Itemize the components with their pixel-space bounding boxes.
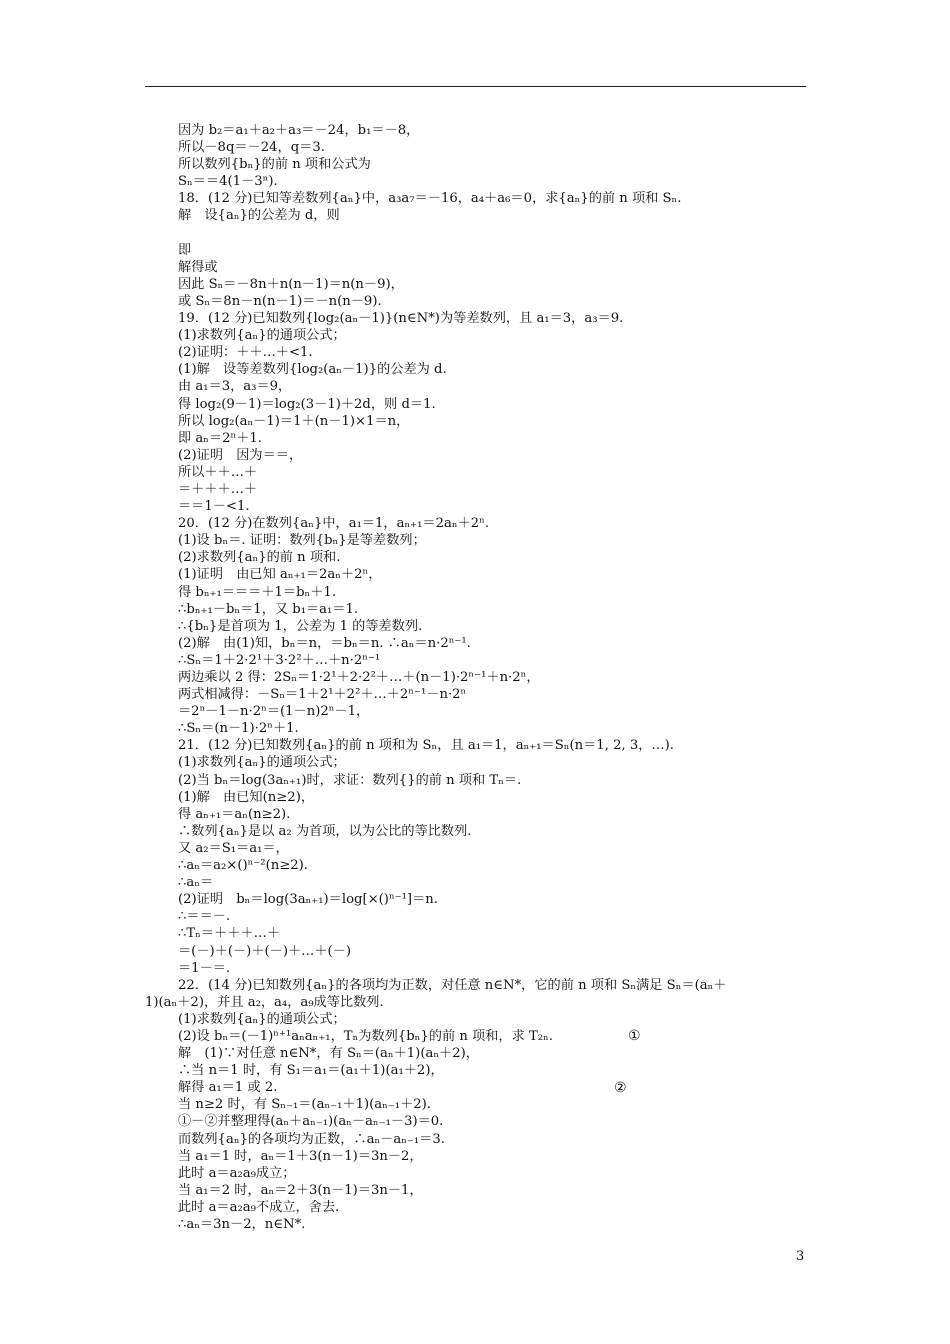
blank-line [145,225,825,242]
text-line: ＝＋＋＋…＋ [178,481,258,497]
equation-marker-2: ② [614,1080,627,1096]
text-line: (1)设 bₙ＝. 证明：数列{bₙ}是等差数列； [178,533,426,549]
text-line: (2)解 由(1)知，bₙ＝n，＝bₙ＝n. ∴aₙ＝n·2ⁿ⁻¹. [178,635,471,651]
solution-label: 解 设{aₙ}的公差为 d，则 [178,208,340,224]
text-line: 即 [178,242,192,258]
problem-20: 20．(12 分)在数列{aₙ}中，a₁＝1，aₙ₊₁＝2aₙ＋2ⁿ. [178,516,490,532]
text-line: 所以＋＋…＋ [178,464,258,480]
document-body [145,122,825,1233]
text-line: ∴＝＝－. [178,909,231,925]
text-line: (1)求数列{aₙ}的通项公式； [178,1011,346,1027]
page-number: 3 [796,1249,805,1264]
text-line: 得 bₙ₊₁＝＝＝＋1＝bₙ＋1. [178,584,337,600]
text-line: 或 Sₙ＝8n－n(n－1)＝－n(n－9). [178,293,382,309]
text-line: 得 aₙ₊₁＝aₙ(n≥2). [178,806,291,822]
text-line: 此时 a＝a₂a₉成立； [178,1165,296,1181]
text-line: 得 log₂(9－1)＝log₂(3－1)＋2d，则 d＝1. [178,396,436,412]
text-line: 此时 a＝a₂a₉不成立，舍去. [178,1199,340,1215]
text-line: 当 n≥2 时，有 Sₙ₋₁＝(aₙ₋₁＋1)(aₙ₋₁＋2). [178,1097,431,1113]
problem-18: 18．(12 分)已知等差数列{aₙ}中，a₃a₇＝－16，a₄＋a₆＝0，求{aₙ}的前 n 项和 Sₙ. [178,191,682,207]
problem-22-continued: 1)(aₙ＋2)，并且 a₂，a₄，a₉成等比数列. [145,994,384,1010]
text-line: ∴aₙ＝3n－2，n∈N*. [178,1217,306,1232]
text-line: (2)求数列{aₙ}的前 n 项和. [178,550,341,566]
text-line: 因此 Sₙ＝－8n＋n(n－1)＝n(n－9)， [178,276,404,292]
text-line: (2)证明 bₙ＝log(3aₙ₊₁)＝log[×()ⁿ⁻¹]＝n. [178,892,438,908]
text-line: ∴Sₙ＝(n－1)·2ⁿ＋1. [178,721,299,737]
text-line: (1)解 设等差数列{log₂(aₙ－1)}的公差为 d. [178,362,447,378]
text-line: 两边乘以 2 得：2Sₙ＝1·2¹＋2·2²＋…＋(n－1)·2ⁿ⁻¹＋n·2ⁿ， [178,670,540,685]
text-line: (1)证明 由已知 aₙ₊₁＝2aₙ＋2ⁿ， [178,567,382,583]
text-line: ∴aₙ＝a₂×()ⁿ⁻²(n≥2). [178,858,309,874]
text-line: ∴数列{aₙ}是以 a₂ 为首项，以为公比的等比数列. [178,823,472,839]
text-line: 即 aₙ＝2ⁿ＋1. [178,430,262,446]
text-line: (1)解 由已知(n≥2)， [178,789,315,805]
text-line: 因为 b₂＝a₁＋a₂＋a₃＝－24，b₁＝－8， [178,123,420,138]
text-line: ∴{bₙ}是首项为 1，公差为 1 的等差数列. [178,618,423,634]
text-line: ∴bₙ₊₁－bₙ＝1，又 b₁＝a₁＝1. [178,601,359,617]
text-line: 解得或 [178,259,218,275]
text-line: ∴Sₙ＝1＋2·2¹＋3·2²＋…＋n·2ⁿ⁻¹ [178,652,381,668]
text-line: (2)证明：＋＋…＋<1. [178,345,313,361]
problem-22: 22．(14 分)已知数列{aₙ}的各项均为正数，对任意 n∈N*，它的前 n 项和 Sₙ满足 Sₙ＝(aₙ＋ [178,977,727,993]
text-line: 而数列{aₙ}的各项均为正数，∴aₙ－aₙ₋₁＝3. [178,1131,445,1147]
text-line: (2)当 bₙ＝log(3aₙ₊₁)时，求证：数列{}的前 n 项和 Tₙ＝. [178,772,522,788]
text-line: ＝＝1－<1. [178,499,250,515]
problem-21: 21．(12 分)已知数列{aₙ}的前 n 项和为 Sₙ，且 a₁＝1，aₙ₊₁＝Sₙ(n＝1, 2, 3，…). [178,738,674,754]
text-line: ＝1－＝. [178,960,231,976]
text-line: (1)求数列{aₙ}的通项公式； [178,328,346,344]
header-rule [145,86,806,87]
text-line: ∴Tₙ＝＋＋＋…＋ [178,926,281,942]
text-line: ∴当 n＝1 时，有 S₁＝a₁＝(a₁＋1)(a₁＋2)， [178,1063,444,1079]
text-line: 当 a₁＝2 时，aₙ＝2＋3(n－1)＝3n－1， [178,1182,423,1198]
text-line: 当 a₁＝1 时，aₙ＝1＋3(n－1)＝3n－2， [178,1148,423,1164]
text-line: 所以－8q＝－24，q＝3. [178,140,325,156]
text-line: ①－②并整理得(aₙ＋aₙ₋₁)(aₙ－aₙ₋₁－3)＝0. [178,1114,444,1130]
text-line: 所以数列{bₙ}的前 n 项和公式为 [178,157,371,173]
text-line: 由 a₁＝3，a₃＝9， [178,379,292,395]
text-line: 解得 a₁＝1 或 2. [178,1080,278,1096]
text-line: (2)设 bₙ＝(－1)ⁿ⁺¹aₙaₙ₊₁，Tₙ为数列{bₙ}的前 n 项和，求 T₂ₙ. [178,1028,553,1044]
text-line: ∴aₙ＝ [178,875,214,891]
text-line: ＝(－)＋(－)＋(－)＋…＋(－) [178,943,352,959]
text-line: Sₙ＝＝4(1－3ⁿ). [178,174,278,190]
text-line: ＝2ⁿ－1－n·2ⁿ＝(1－n)2ⁿ－1， [178,704,370,720]
text-line: (1)求数列{aₙ}的通项公式； [178,755,346,771]
problem-19: 19．(12 分)已知数列{log₂(aₙ－1)}(n∈N*)为等差数列，且 a₁＝3，a₃＝9. [178,311,624,327]
text-line: 解 (1)∵对任意 n∈N*，有 Sₙ＝(aₙ＋1)(aₙ＋2)， [178,1046,479,1062]
text-line: 两式相减得：－Sₙ＝1＋2¹＋2²＋…＋2ⁿ⁻¹－n·2ⁿ [178,687,467,703]
equation-marker-1: ① [628,1028,641,1044]
text-line: 又 a₂＝S₁＝a₁＝， [178,840,289,856]
text-line: 所以 log₂(aₙ－1)＝1＋(n－1)×1＝n， [178,413,410,429]
text-line: (2)证明 因为＝＝， [178,447,303,463]
